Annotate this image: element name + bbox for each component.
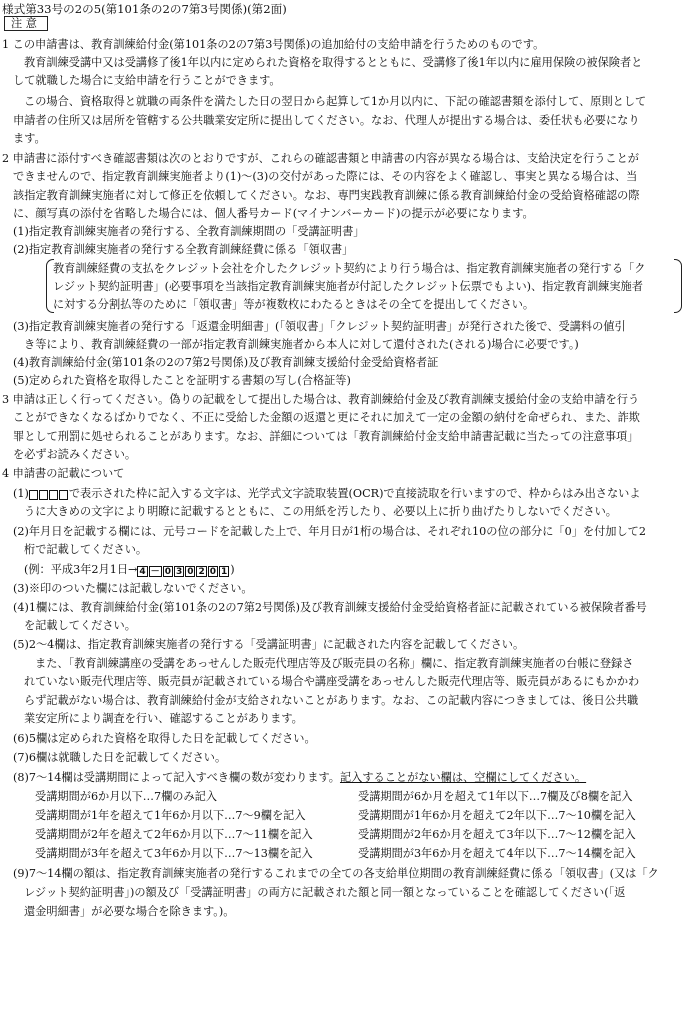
period-row1-left: 受講期間が6か月以下…7欄のみ記入: [35, 790, 218, 803]
section4-item5-line4: らず記載がない場合は、教育訓練給付金が支給されないことがあります。なお、この記載内容につきましては、後日公共職: [24, 694, 639, 707]
example-box: －: [150, 567, 160, 577]
form-title: 様式第33号の2の5(第101条の2の7第3号関係)(第2面): [2, 2, 287, 16]
section2-line3: 該指定教育訓練実施者に対して修正を依頼してください。なお、専門実践教育訓練に係る教育訓練給付金の受給資格確認の際: [13, 189, 640, 202]
period-row4-right: 受講期間が3年6か月を超えて4年以下…7～14欄を記入: [358, 847, 636, 860]
section3-line3: 罪として刑罰に処せられることがあります。なお、詳細については「教育訓練給付金支給申請書記載に当たっての注意事項」: [13, 430, 639, 443]
section1-line5: 申請者の住所又は居所を管轄する公共職業安定所に提出してください。なお、代理人が提出する場合は、委任状も必要になり: [13, 114, 640, 127]
example-prefix: (例：平成3年2月1日→: [24, 563, 138, 576]
section4-item5-line3: れていない販売代理店等、販売員が記載されている場合や講座受講をあっせんした販売代理店等、販売員があるにもかかわ: [24, 675, 640, 688]
section4-item9-line1: (9)7～14欄の額は、指定教育訓練実施者の発行するこれまでの全ての各支給単位期間の教育訓練経費に係る「領収書」(又は「ク: [13, 867, 659, 880]
item8-underlined-note: 記入することがない欄は、空欄にしてください。: [339, 771, 587, 784]
section1-line3: して就職した場合に支給申請を行うことができます。: [13, 74, 281, 87]
section4-item5-line2: また、「教育訓練講座の受講をあっせんした販売代理店等及び販売員の名称」欄に、指定教育訓練実施者の台帳に登録さ: [35, 657, 634, 670]
section4-item1-line2: うに大きめの文字により明瞭に記載するとともに、この用紙を汚したり、必要以上に折り曲げたりしないでください。: [24, 505, 617, 518]
section2-item2: (2)指定教育訓練実施者の発行する全教育訓練経費に係る「領収書」: [13, 243, 354, 256]
period-row1-right: 受講期間が6か月を超えて1年以下…7欄及び8欄を記入: [358, 790, 633, 803]
example-code-boxes: [137, 564, 230, 578]
section1-line6: ます。: [13, 132, 46, 145]
item1-prefix: (1): [13, 487, 29, 500]
section4-item4-line1: (4)1欄には、教育訓練給付金(第101条の2の7第2号関係)及び教育訓練支援給付金受給資格者証に記載されている被保険者番号: [13, 601, 647, 614]
section4-item5-line5: 業安定所により調査を行い、確認することがあります。: [24, 712, 303, 725]
section4-item9-line2: レジット契約証明書」)の額及び「受講証明書」の両方に記載された額と同一額となっていることを確認してください(「返: [24, 886, 626, 899]
section4-item2-line1: (2)年月日を記載する欄には、元号コードを記載した上で、年月日が1桁の場合は、それぞれ10の位の部分に「0」を付加して2: [13, 525, 646, 538]
section4-item5-line1: (5)2～4欄は、指定教育訓練実施者の発行する「受講証明書」に記載された内容を記載してください。: [13, 638, 525, 651]
example-box: 0: [209, 567, 217, 577]
section1-line4: この場合、資格取得と就職の両条件を満たした日の翌日から起算して1か月以内に、下記の確認書類を添付して、原則として: [24, 95, 647, 108]
example-box: 1: [221, 567, 228, 577]
notice-label: 注 意: [4, 16, 48, 31]
section1-line2: 教育訓練受講中又は受講修了後1年以内に定められた資格を取得するとともに、受講修了後1年以内に雇用保険の被保険者と: [24, 56, 643, 69]
section3-line4: を必ずお読みください。: [13, 448, 137, 461]
period-row3-left: 受講期間が2年を超えて2年6か月以下…7～11欄を記入: [35, 828, 313, 841]
example-box: 0: [187, 567, 194, 577]
section4-item3: (3)※印のついた欄には記載しないでください。: [13, 582, 253, 595]
section3-line1: 3 申請は正しく行ってください。偽りの記載をして提出した場合は、教育訓練給付金及び教育訓練支援給付金の支給申請を行う: [2, 393, 640, 406]
section2-line1: 2 申請書に添付すべき確認書類は次のとおりですが、これらの確認書類と申請書の内容が異なる場合は、支給決定を行うことが: [2, 152, 639, 165]
period-row2-left: 受講期間が1年を超えて1年6か月以下…7～9欄を記入: [35, 809, 306, 822]
section4-item6: (6)5欄は定められた資格を取得した日を記載してください。: [13, 732, 316, 745]
section4-title: 4 申請書の記載について: [2, 467, 125, 480]
section2-bracket-line2: レジット契約証明書」(必要事項を当該指定教育訓練実施者が付記したクレジット伝票でもよい)、指定教育訓練実施者: [53, 280, 643, 293]
item8-text: (8)7～14欄は受講期間によって記入すべき欄の数が変わります。: [13, 771, 340, 784]
notice-label-box: [4, 17, 48, 31]
section2-line4: に、顔写真の添付を省略した場合には、個人番号カード(マイナンバーカード)の提示が必要になります。: [13, 207, 534, 220]
section4-item4-line2: を記載してください。: [24, 619, 136, 632]
section4-item2-example: [24, 563, 235, 578]
section4-item9-line3: 還金明細書」が必要な場合を除きます。)。: [24, 905, 235, 918]
section1-line1: 1 この申請書は、教育訓練給付金(第101条の2の7第3号関係)の追加給付の支給申請を行うためのものです。: [2, 38, 545, 51]
period-row3-right: 受講期間が2年6か月を超えて3年以下…7～12欄を記入: [358, 828, 636, 841]
example-suffix: ): [230, 563, 235, 576]
section2-item1: (1)指定教育訓練実施者の発行する、全教育訓練期間の「受講証明書」: [13, 225, 365, 238]
right-bracket: [674, 259, 682, 313]
period-row2-right: 受講期間が1年6か月を超えて2年以下…7～10欄を記入: [358, 809, 636, 822]
period-row4-left: 受講期間が3年を超えて3年6か月以下…7～13欄を記入: [35, 847, 313, 860]
ocr-box-sample: [29, 488, 69, 502]
section4-item7: (7)6欄は就職した日を記載してください。: [13, 751, 227, 764]
section4-item8: [13, 771, 586, 785]
example-box: 3: [175, 567, 183, 577]
section4-item2-line2: 桁で記載してください。: [24, 543, 148, 556]
section2-item5: (5)定められた資格を取得したことを証明する書類の写し(合格証等): [13, 374, 351, 387]
example-box: 0: [164, 567, 171, 577]
section2-item3-line2: き等により、教育訓練経費の一部が指定教育訓練実施者から本人に対して還付された(される)場合に必要です。): [24, 338, 579, 351]
example-box: 4: [139, 567, 146, 577]
section2-bracket-line1: 教育訓練経費の支払をクレジット会社を介したクレジット契約により行う場合は、指定教育訓練実施者の発行する「ク: [53, 262, 646, 275]
section2-bracket-line3: に対する分割払等のために「領収書」等が複数枚にわたるときはその全てを提出してください。: [53, 298, 535, 311]
section2-item4: (4)教育訓練給付金(第101条の2の7第2号関係)及び教育訓練支援給付金受給資格者証: [13, 356, 439, 369]
section2-item3-line1: (3)指定教育訓練実施者の発行する「返還金明細書」(「領収書」「クレジット契約証明書」が発行された後で、受講料の値引: [13, 320, 626, 333]
item1-text: で表示された枠に記入する文字は、光学式文字読取装置(OCR)で直接読取を行いますので、枠からはみ出さないよ: [68, 487, 641, 500]
example-box: 2: [198, 567, 205, 577]
section3-line2: ことができなくなるばかりでなく、不正に受給した金額の返還と更にそれに加えて一定の金額の納付を命ぜられ、また、詐欺: [13, 411, 640, 424]
section4-item1-line1: [13, 487, 641, 502]
section2-line2: できませんので、指定教育訓練実施者より(1)～(3)の交付があった際には、その内容をよく確認し、事実と異なる場合は、当: [13, 170, 638, 183]
